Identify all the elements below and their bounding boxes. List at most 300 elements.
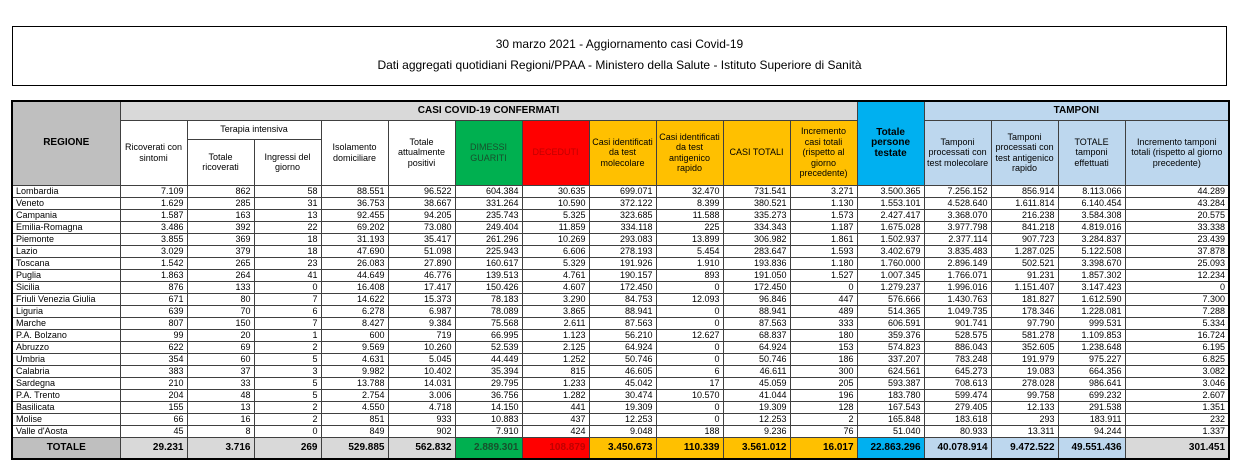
value-cell: 10.570 (656, 389, 723, 401)
value-cell: 76 (790, 425, 857, 437)
value-cell: 46.605 (589, 365, 656, 377)
value-cell: 1.910 (656, 257, 723, 269)
value-cell: 1.553.101 (857, 197, 924, 209)
value-cell: 3.368.070 (924, 209, 991, 221)
table-row (12, 293, 1229, 305)
value-cell: 380.521 (723, 197, 790, 209)
table-row (12, 233, 1229, 245)
value-cell: 249.404 (455, 221, 522, 233)
value-cell: 99 (120, 329, 187, 341)
value-cell: 502.521 (991, 257, 1058, 269)
value-cell: 41.044 (723, 389, 790, 401)
value-cell: 369 (187, 233, 254, 245)
col-header-ricoverati-con-sintomi: Ricoverati con sintomi (120, 120, 187, 185)
value-cell: 278.028 (991, 377, 1058, 389)
value-cell: 2.611 (522, 317, 589, 329)
value-cell: 5.334 (1125, 317, 1229, 329)
value-cell: 7 (254, 317, 321, 329)
value-cell: 4.819.016 (1058, 221, 1125, 233)
value-cell: 901.741 (924, 317, 991, 329)
value-cell: 78.183 (455, 293, 522, 305)
region-name-cell: Molise (12, 413, 120, 425)
total-label-cell: TOTALE (12, 437, 120, 459)
value-cell: 2.896.149 (924, 257, 991, 269)
value-cell: 32.470 (656, 185, 723, 197)
value-cell: 13 (254, 209, 321, 221)
value-cell: 27.890 (388, 257, 455, 269)
table-footer (12, 437, 1229, 459)
value-cell: 1.279.237 (857, 281, 924, 293)
value-cell: 264 (187, 269, 254, 281)
table-row (12, 401, 1229, 413)
value-cell: 50.746 (723, 353, 790, 365)
value-cell: 181.827 (991, 293, 1058, 305)
value-cell: 7 (254, 293, 321, 305)
value-cell: 593.387 (857, 377, 924, 389)
value-cell: 708.613 (924, 377, 991, 389)
region-name-cell: Veneto (12, 197, 120, 209)
value-cell: 528.575 (924, 329, 991, 341)
value-cell: 12.133 (991, 401, 1058, 413)
value-cell: 190.157 (589, 269, 656, 281)
total-value-cell: 108.879 (522, 437, 589, 459)
value-cell: 47.690 (321, 245, 388, 257)
value-cell: 30.474 (589, 389, 656, 401)
region-name-cell: Abruzzo (12, 341, 120, 353)
value-cell: 13 (187, 401, 254, 413)
value-cell: 441 (522, 401, 589, 413)
value-cell: 1.282 (522, 389, 589, 401)
value-cell: 50.746 (589, 353, 656, 365)
title-line-1: 30 marzo 2021 - Aggiornamento casi Covid-19 (495, 37, 744, 51)
value-cell: 372.122 (589, 197, 656, 209)
value-cell: 18 (254, 245, 321, 257)
group-header-terapia-intensiva: Terapia intensiva (187, 120, 321, 139)
value-cell: 886.043 (924, 341, 991, 353)
value-cell: 193.836 (723, 257, 790, 269)
value-cell: 699.232 (1058, 389, 1125, 401)
value-cell: 11.588 (656, 209, 723, 221)
value-cell: 19.309 (589, 401, 656, 413)
value-cell: 639 (120, 305, 187, 317)
value-cell: 5.454 (656, 245, 723, 257)
value-cell: 7.256.152 (924, 185, 991, 197)
value-cell: 9.384 (388, 317, 455, 329)
value-cell: 225 (656, 221, 723, 233)
value-cell: 30.635 (522, 185, 589, 197)
value-cell: 139.513 (455, 269, 522, 281)
value-cell: 70 (187, 305, 254, 317)
total-value-cell: 269 (254, 437, 321, 459)
value-cell: 183.618 (924, 413, 991, 425)
value-cell: 1.123 (522, 329, 589, 341)
value-cell: 155 (120, 401, 187, 413)
value-cell: 876 (120, 281, 187, 293)
value-cell: 1.337 (1125, 425, 1229, 437)
value-cell: 25.093 (1125, 257, 1229, 269)
value-cell: 3.147.423 (1058, 281, 1125, 293)
value-cell: 599.474 (924, 389, 991, 401)
value-cell: 97.790 (991, 317, 1058, 329)
value-cell: 99.758 (991, 389, 1058, 401)
value-cell: 447 (790, 293, 857, 305)
value-cell: 3.977.798 (924, 221, 991, 233)
value-cell: 92.455 (321, 209, 388, 221)
col-header-casi-test-molecolare: Casi identificati da test molecolare (589, 120, 656, 185)
value-cell: 975.227 (1058, 353, 1125, 365)
value-cell: 3 (254, 365, 321, 377)
value-cell: 17.417 (388, 281, 455, 293)
value-cell: 1.766.071 (924, 269, 991, 281)
value-cell: 265 (187, 257, 254, 269)
value-cell: 3.835.483 (924, 245, 991, 257)
col-header-totale-tamponi: TOTALE tamponi effettuati (1058, 120, 1125, 185)
value-cell: 13.788 (321, 377, 388, 389)
value-cell: 0 (656, 317, 723, 329)
value-cell: 1.996.016 (924, 281, 991, 293)
value-cell: 210 (120, 377, 187, 389)
value-cell: 3.855 (120, 233, 187, 245)
value-cell: 3.029 (120, 245, 187, 257)
value-cell: 183.780 (857, 389, 924, 401)
value-cell: 73.080 (388, 221, 455, 233)
total-row (12, 437, 1229, 459)
value-cell: 1.351 (1125, 401, 1229, 413)
value-cell: 293 (991, 413, 1058, 425)
value-cell: 7.910 (455, 425, 522, 437)
value-cell: 337.207 (857, 353, 924, 365)
value-cell: 225.943 (455, 245, 522, 257)
value-cell: 5.045 (388, 353, 455, 365)
value-cell: 186 (790, 353, 857, 365)
total-value-cell: 9.472.522 (991, 437, 1058, 459)
value-cell: 1.109.853 (1058, 329, 1125, 341)
value-cell: 36.753 (321, 197, 388, 209)
value-cell: 600 (321, 329, 388, 341)
value-cell: 88.551 (321, 185, 388, 197)
value-cell: 80 (187, 293, 254, 305)
total-value-cell: 562.832 (388, 437, 455, 459)
value-cell: 0 (254, 281, 321, 293)
region-name-cell: Friuli Venezia Giulia (12, 293, 120, 305)
value-cell: 191.979 (991, 353, 1058, 365)
value-cell: 44.449 (455, 353, 522, 365)
value-cell: 183.911 (1058, 413, 1125, 425)
value-cell: 43.284 (1125, 197, 1229, 209)
value-cell: 10.883 (455, 413, 522, 425)
total-value-cell: 3.716 (187, 437, 254, 459)
value-cell: 64.924 (723, 341, 790, 353)
value-cell: 22 (254, 221, 321, 233)
value-cell: 664.356 (1058, 365, 1125, 377)
value-cell: 0 (790, 281, 857, 293)
value-cell: 4.761 (522, 269, 589, 281)
value-cell: 232 (1125, 413, 1229, 425)
value-cell: 574.823 (857, 341, 924, 353)
value-cell: 44.649 (321, 269, 388, 281)
value-cell: 172.450 (723, 281, 790, 293)
table-row (12, 413, 1229, 425)
value-cell: 87.563 (589, 317, 656, 329)
value-cell: 44.289 (1125, 185, 1229, 197)
table-row (12, 269, 1229, 281)
value-cell: 1.130 (790, 197, 857, 209)
value-cell: 1.593 (790, 245, 857, 257)
value-cell: 3.290 (522, 293, 589, 305)
value-cell: 150.426 (455, 281, 522, 293)
value-cell: 699.071 (589, 185, 656, 197)
value-cell: 323.685 (589, 209, 656, 221)
value-cell: 160.617 (455, 257, 522, 269)
value-cell: 56.210 (589, 329, 656, 341)
value-cell: 1.527 (790, 269, 857, 281)
region-name-cell: Piemonte (12, 233, 120, 245)
value-cell: 671 (120, 293, 187, 305)
value-cell: 862 (187, 185, 254, 197)
value-cell: 6.825 (1125, 353, 1229, 365)
covid-report-table (11, 100, 1230, 460)
title-line-2: Dati aggregati quotidiani Regioni/PPAA - Ministero della Salute - Istituto Superiore di Sanità (377, 58, 862, 72)
value-cell: 0 (656, 341, 723, 353)
value-cell: 1.857.302 (1058, 269, 1125, 281)
value-cell: 235.743 (455, 209, 522, 221)
value-cell: 1.863 (120, 269, 187, 281)
value-cell: 581.278 (991, 329, 1058, 341)
value-cell: 69.202 (321, 221, 388, 233)
value-cell: 849 (321, 425, 388, 437)
value-cell: 9.236 (723, 425, 790, 437)
value-cell: 96.522 (388, 185, 455, 197)
value-cell: 815 (522, 365, 589, 377)
value-cell: 2 (254, 413, 321, 425)
region-name-cell: Toscana (12, 257, 120, 269)
total-value-cell: 29.231 (120, 437, 187, 459)
table-row (12, 377, 1229, 389)
value-cell: 731.541 (723, 185, 790, 197)
value-cell: 133 (187, 281, 254, 293)
value-cell: 88.941 (589, 305, 656, 317)
col-header-ingressi-del-giorno: Ingressi del giorno (254, 139, 321, 185)
value-cell: 51.040 (857, 425, 924, 437)
table-row (12, 281, 1229, 293)
value-cell: 205 (790, 377, 857, 389)
value-cell: 2 (254, 341, 321, 353)
value-cell: 5.325 (522, 209, 589, 221)
value-cell: 17 (656, 377, 723, 389)
value-cell: 19.083 (991, 365, 1058, 377)
value-cell: 5.122.508 (1058, 245, 1125, 257)
value-cell: 1.180 (790, 257, 857, 269)
value-cell: 8 (187, 425, 254, 437)
value-cell: 10.269 (522, 233, 589, 245)
table-row (12, 341, 1229, 353)
value-cell: 5.329 (522, 257, 589, 269)
value-cell: 35.394 (455, 365, 522, 377)
value-cell: 94.244 (1058, 425, 1125, 437)
value-cell: 191.050 (723, 269, 790, 281)
value-cell: 37 (187, 365, 254, 377)
region-name-cell: Emilia-Romagna (12, 221, 120, 233)
value-cell: 4.718 (388, 401, 455, 413)
region-name-cell: Sardegna (12, 377, 120, 389)
value-cell: 261.296 (455, 233, 522, 245)
value-cell: 1.675.028 (857, 221, 924, 233)
value-cell: 278.193 (589, 245, 656, 257)
total-value-cell: 3.561.012 (723, 437, 790, 459)
value-cell: 10.260 (388, 341, 455, 353)
value-cell: 783.248 (924, 353, 991, 365)
region-name-cell: Valle d'Aosta (12, 425, 120, 437)
value-cell: 1.007.345 (857, 269, 924, 281)
value-cell: 163 (187, 209, 254, 221)
value-cell: 37.878 (1125, 245, 1229, 257)
col-header-casi-totali: CASI TOTALI (723, 120, 790, 185)
value-cell: 0 (1125, 281, 1229, 293)
total-value-cell: 22.863.296 (857, 437, 924, 459)
value-cell: 7.288 (1125, 305, 1229, 317)
value-cell: 2.754 (321, 389, 388, 401)
value-cell: 80.933 (924, 425, 991, 437)
value-cell: 94.205 (388, 209, 455, 221)
value-cell: 20.575 (1125, 209, 1229, 221)
value-cell: 33.338 (1125, 221, 1229, 233)
group-header-confermati: CASI COVID-19 CONFERMATI (120, 101, 857, 120)
value-cell: 19.309 (723, 401, 790, 413)
value-cell: 0 (656, 353, 723, 365)
table-row (12, 257, 1229, 269)
value-cell: 45 (120, 425, 187, 437)
value-cell: 359.376 (857, 329, 924, 341)
region-name-cell: Marche (12, 317, 120, 329)
value-cell: 5 (254, 389, 321, 401)
value-cell: 14.150 (455, 401, 522, 413)
value-cell: 6.278 (321, 305, 388, 317)
value-cell: 9.982 (321, 365, 388, 377)
value-cell: 191.926 (589, 257, 656, 269)
value-cell: 29.795 (455, 377, 522, 389)
value-cell: 622 (120, 341, 187, 353)
value-cell: 3.398.670 (1058, 257, 1125, 269)
title-box (12, 26, 1227, 86)
value-cell: 3.500.365 (857, 185, 924, 197)
value-cell: 1.502.937 (857, 233, 924, 245)
value-cell: 45.042 (589, 377, 656, 389)
value-cell: 3.082 (1125, 365, 1229, 377)
value-cell: 893 (656, 269, 723, 281)
value-cell: 2.607 (1125, 389, 1229, 401)
value-cell: 0 (656, 305, 723, 317)
value-cell: 3.284.837 (1058, 233, 1125, 245)
value-cell: 354 (120, 353, 187, 365)
value-cell: 13.311 (991, 425, 1058, 437)
table-row (12, 425, 1229, 437)
value-cell: 6 (254, 305, 321, 317)
value-cell: 20 (187, 329, 254, 341)
total-value-cell: 2.889.301 (455, 437, 522, 459)
col-header-tamponi-molecolare: Tamponi processati con test molecolare (924, 120, 991, 185)
value-cell: 352.605 (991, 341, 1058, 353)
value-cell: 0 (656, 281, 723, 293)
value-cell: 18 (254, 233, 321, 245)
value-cell: 1.629 (120, 197, 187, 209)
value-cell: 196 (790, 389, 857, 401)
table-row (12, 329, 1229, 341)
value-cell: 8.399 (656, 197, 723, 209)
value-cell: 165.848 (857, 413, 924, 425)
col-header-deceduti: DECEDUTI (522, 120, 589, 185)
value-cell: 1.238.648 (1058, 341, 1125, 353)
value-cell: 1.542 (120, 257, 187, 269)
value-cell: 856.914 (991, 185, 1058, 197)
region-name-cell: P.A. Trento (12, 389, 120, 401)
value-cell: 23 (254, 257, 321, 269)
value-cell: 6.140.454 (1058, 197, 1125, 209)
value-cell: 907.723 (991, 233, 1058, 245)
value-cell: 424 (522, 425, 589, 437)
table-row (12, 305, 1229, 317)
value-cell: 645.273 (924, 365, 991, 377)
total-value-cell: 3.450.673 (589, 437, 656, 459)
col-header-tamponi-antigenico: Tamponi processati con test antigenico rapido (991, 120, 1058, 185)
value-cell: 188 (656, 425, 723, 437)
value-cell: 1.611.814 (991, 197, 1058, 209)
value-cell: 23.439 (1125, 233, 1229, 245)
region-name-cell: Campania (12, 209, 120, 221)
value-cell: 606.591 (857, 317, 924, 329)
value-cell: 33 (187, 377, 254, 389)
value-cell: 15.373 (388, 293, 455, 305)
value-cell: 334.343 (723, 221, 790, 233)
region-name-cell: Lombardia (12, 185, 120, 197)
value-cell: 153 (790, 341, 857, 353)
value-cell: 3.486 (120, 221, 187, 233)
value-cell: 9.048 (589, 425, 656, 437)
value-cell: 489 (790, 305, 857, 317)
value-cell: 52.539 (455, 341, 522, 353)
value-cell: 0 (254, 425, 321, 437)
value-cell: 1.430.763 (924, 293, 991, 305)
value-cell: 167.543 (857, 401, 924, 413)
value-cell: 851 (321, 413, 388, 425)
value-cell: 26.083 (321, 257, 388, 269)
value-cell: 14.622 (321, 293, 388, 305)
value-cell: 6.606 (522, 245, 589, 257)
value-cell: 8.427 (321, 317, 388, 329)
region-name-cell: Sicilia (12, 281, 120, 293)
value-cell: 807 (120, 317, 187, 329)
table-row (12, 209, 1229, 221)
col-header-totale-persone-testate: Totale persone testate (857, 101, 924, 185)
value-cell: 12.253 (589, 413, 656, 425)
value-cell: 1.612.590 (1058, 293, 1125, 305)
col-header-isolamento-domiciliare: Isolamento domiciliare (321, 120, 388, 185)
value-cell: 0 (656, 413, 723, 425)
value-cell: 1.760.000 (857, 257, 924, 269)
value-cell: 4.631 (321, 353, 388, 365)
table-row (12, 185, 1229, 197)
value-cell: 719 (388, 329, 455, 341)
value-cell: 1.287.025 (991, 245, 1058, 257)
value-cell: 1.587 (120, 209, 187, 221)
value-cell: 933 (388, 413, 455, 425)
value-cell: 333 (790, 317, 857, 329)
value-cell: 78.089 (455, 305, 522, 317)
value-cell: 51.098 (388, 245, 455, 257)
value-cell: 4.550 (321, 401, 388, 413)
value-cell: 13.899 (656, 233, 723, 245)
value-cell: 64.924 (589, 341, 656, 353)
value-cell: 3.865 (522, 305, 589, 317)
